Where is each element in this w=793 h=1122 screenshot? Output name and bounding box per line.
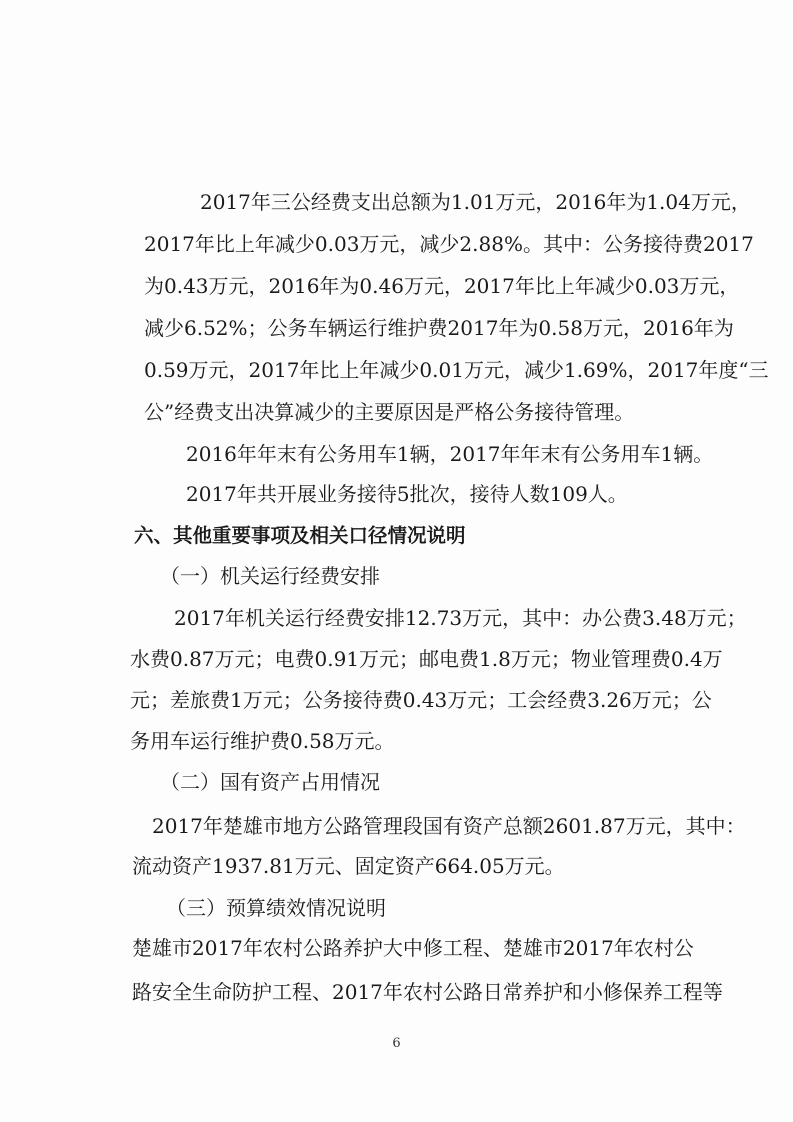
section-heading: 六、其他重要事项及相关口径情况说明 (134, 524, 466, 547)
paragraph-line: 2017年楚雄市地方公路管理段国有资产总额2601.87万元，其中： (152, 814, 746, 838)
paragraph-line: 2016年年末有公务用车1辆，2017年年末有公务用车1辆。 (186, 442, 714, 466)
subsection-heading: （三）预算绩效情况说明 (166, 896, 386, 920)
page-number: 6 (392, 1036, 401, 1051)
paragraph-line: 元；差旅费1万元；公务接待费0.43万元；工会经费3.26万元；公 (130, 688, 712, 712)
subsection-heading: （一）机关运行经费安排 (160, 564, 380, 588)
paragraph-line: 流动资产1937.81万元、固定资产664.05万元。 (132, 854, 565, 878)
paragraph-line: 2017年共开展业务接待5批次，接待人数109人。 (186, 482, 628, 506)
subsection-heading: （二）国有资产占用情况 (160, 770, 380, 794)
paragraph-line: 务用车运行维护费0.58万元。 (130, 729, 395, 753)
paragraph-line: 路安全生命防护工程、2017年农村公路日常养护和小修保养工程等 (132, 980, 723, 1004)
paragraph-line: 楚雄市2017年农村公路养护大中修工程、楚雄市2017年农村公 (132, 936, 694, 960)
paragraph-line: 0.59万元，2017年比上年减少0.01万元，减少1.69%，2017年度“三 (144, 358, 769, 382)
paragraph-line: 公”经费支出决算减少的主要原因是严格公务接待管理。 (144, 400, 635, 424)
paragraph-line: 2017年比上年减少0.03万元，减少2.88%。其中：公务接待费2017 (144, 232, 754, 256)
paragraph-line: 减少6.52%；公务车辆运行维护费2017年为0.58万元，2016年为 (144, 316, 734, 340)
paragraph-line: 为0.43万元，2016年为0.46万元，2017年比上年减少0.03万元， (144, 274, 740, 298)
paragraph-line: 2017年机关运行经费安排12.73万元，其中：办公费3.48万元； (174, 606, 747, 630)
paragraph-line: 2017年三公经费支出总额为1.01万元，2016年为1.04万元， (200, 190, 751, 214)
paragraph-line: 水费0.87万元；电费0.91万元；邮电费1.8万元；物业管理费0.4万 (130, 647, 723, 671)
